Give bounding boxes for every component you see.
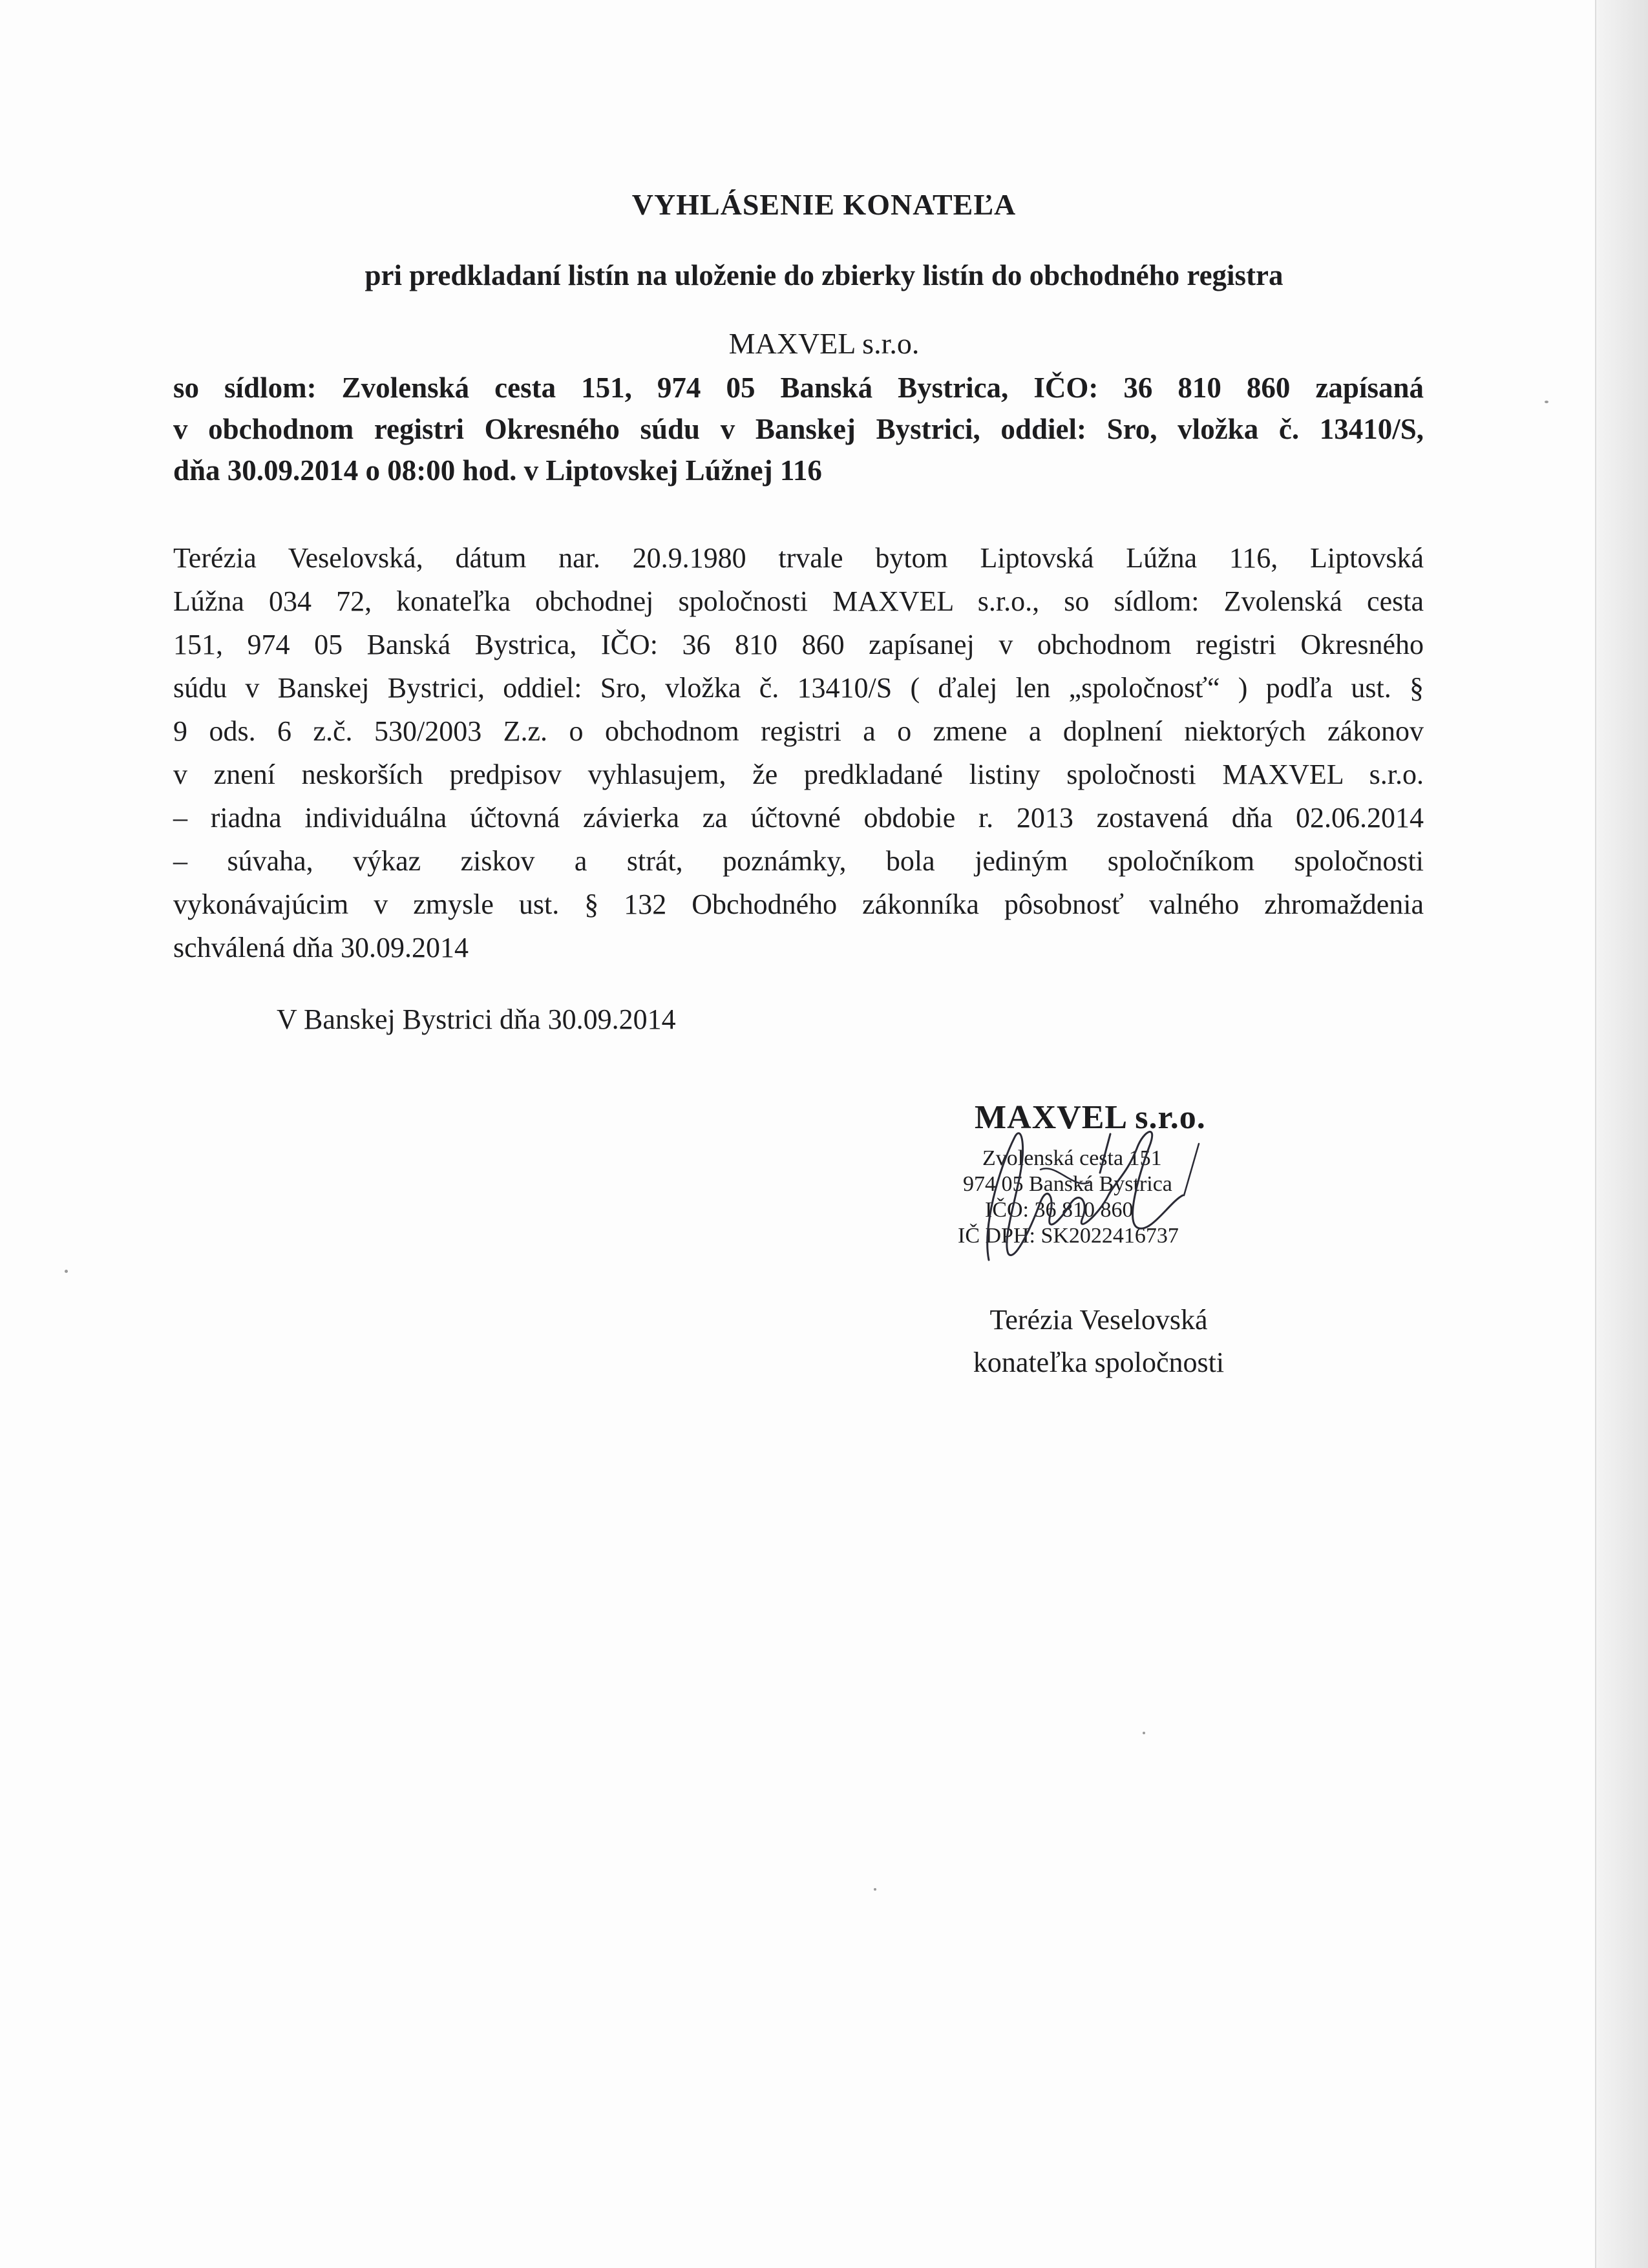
declaration-line: 9 ods. 6 z.č. 530/2003 Z.z. o obchodnom registri a o zmene a doplnení niektorých zákonov — [173, 715, 1424, 747]
scan-speck — [1143, 1732, 1145, 1734]
signature-stroke — [1100, 1134, 1110, 1173]
scan-speck — [1545, 401, 1548, 403]
scan-speck — [874, 1888, 876, 1891]
document-title: VYHLÁSENIE KONATEĽA — [631, 188, 1017, 221]
stamp-city: 974 05 Banská Bystrica — [963, 1172, 1172, 1196]
signatory-block — [931, 1299, 1267, 1384]
company-details-line: v obchodnom registri Okresného súdu v Banskej Bystrici, oddiel: Sro, vložka č. 13410/S, — [173, 413, 1424, 445]
handwritten-signature — [944, 1098, 1280, 1279]
declaration-line: – riadna individuálna účtovná závierka za účtovné obdobie r. 2013 zostavená dňa 02.06.2014 — [173, 802, 1424, 834]
declaration-line: Terézia Veselovská, dátum nar. 20.9.1980 trvale bytom Liptovská Lúžna 116, Liptovská — [173, 542, 1424, 574]
stamp-ico: IČO: 36 810 860 — [985, 1198, 1134, 1222]
stamp-company-name: MAXVEL s.r.o. — [975, 1099, 1206, 1136]
declaration-line: súdu v Banskej Bystrici, oddiel: Sro, vložka č. 13410/S ( ďalej len „spoločnosť“ ) podľa ust. § — [173, 672, 1424, 704]
declaration-line: schválená dňa 30.09.2014 — [173, 932, 469, 963]
signature-stroke — [1184, 1144, 1199, 1195]
declaration-line: – súvaha, výkaz ziskov a strát, poznámky, bola jediným spoločníkom spoločnosti — [173, 845, 1424, 877]
company-details-line: dňa 30.09.2014 o 08:00 hod. v Liptovskej Lúžnej 116 — [173, 454, 822, 487]
company-name: MAXVEL s.r.o. — [728, 327, 920, 360]
declaration-line: Lúžna 034 72, konateľka obchodnej spoločnosti MAXVEL s.r.o., so sídlom: Zvolenská cesta — [173, 585, 1424, 617]
declaration-line: 151, 974 05 Banská Bystrica, IČO: 36 810 860 zapísanej v obchodnom registri Okresného — [173, 629, 1424, 660]
place-and-date: V Banskej Bystrici dňa 30.09.2014 — [277, 1003, 676, 1035]
declaration-line: vykonávajúcim v zmysle ust. § 132 Obchodného zákonníka pôsobnosť valného zhromaždenia — [173, 888, 1424, 920]
stamp-street: Zvolenská cesta 151 — [982, 1146, 1162, 1170]
signatory-role: konateľka spoločnosti — [973, 1347, 1225, 1378]
stamp-icdph: IČ DPH: SK2022416737 — [958, 1224, 1179, 1248]
declaration-line: v znení neskorších predpisov vyhlasujem, že predkladané listiny spoločnosti MAXVEL s.r.o. — [173, 759, 1424, 790]
company-details — [173, 367, 1424, 491]
company-stamp — [944, 1098, 1280, 1279]
signature-stroke — [988, 1131, 1183, 1260]
document-subtitle: pri predkladaní listín na uloženie do zbierky listín do obchodného registra — [364, 259, 1284, 291]
signature-stroke — [1041, 1168, 1089, 1183]
signatory-name: Terézia Veselovská — [989, 1304, 1208, 1336]
scan-speck — [65, 1270, 68, 1273]
declaration-body — [173, 536, 1424, 969]
company-details-line: so sídlom: Zvolenská cesta 151, 974 05 Banská Bystrica, IČO: 36 810 860 zapísaná — [173, 372, 1424, 404]
